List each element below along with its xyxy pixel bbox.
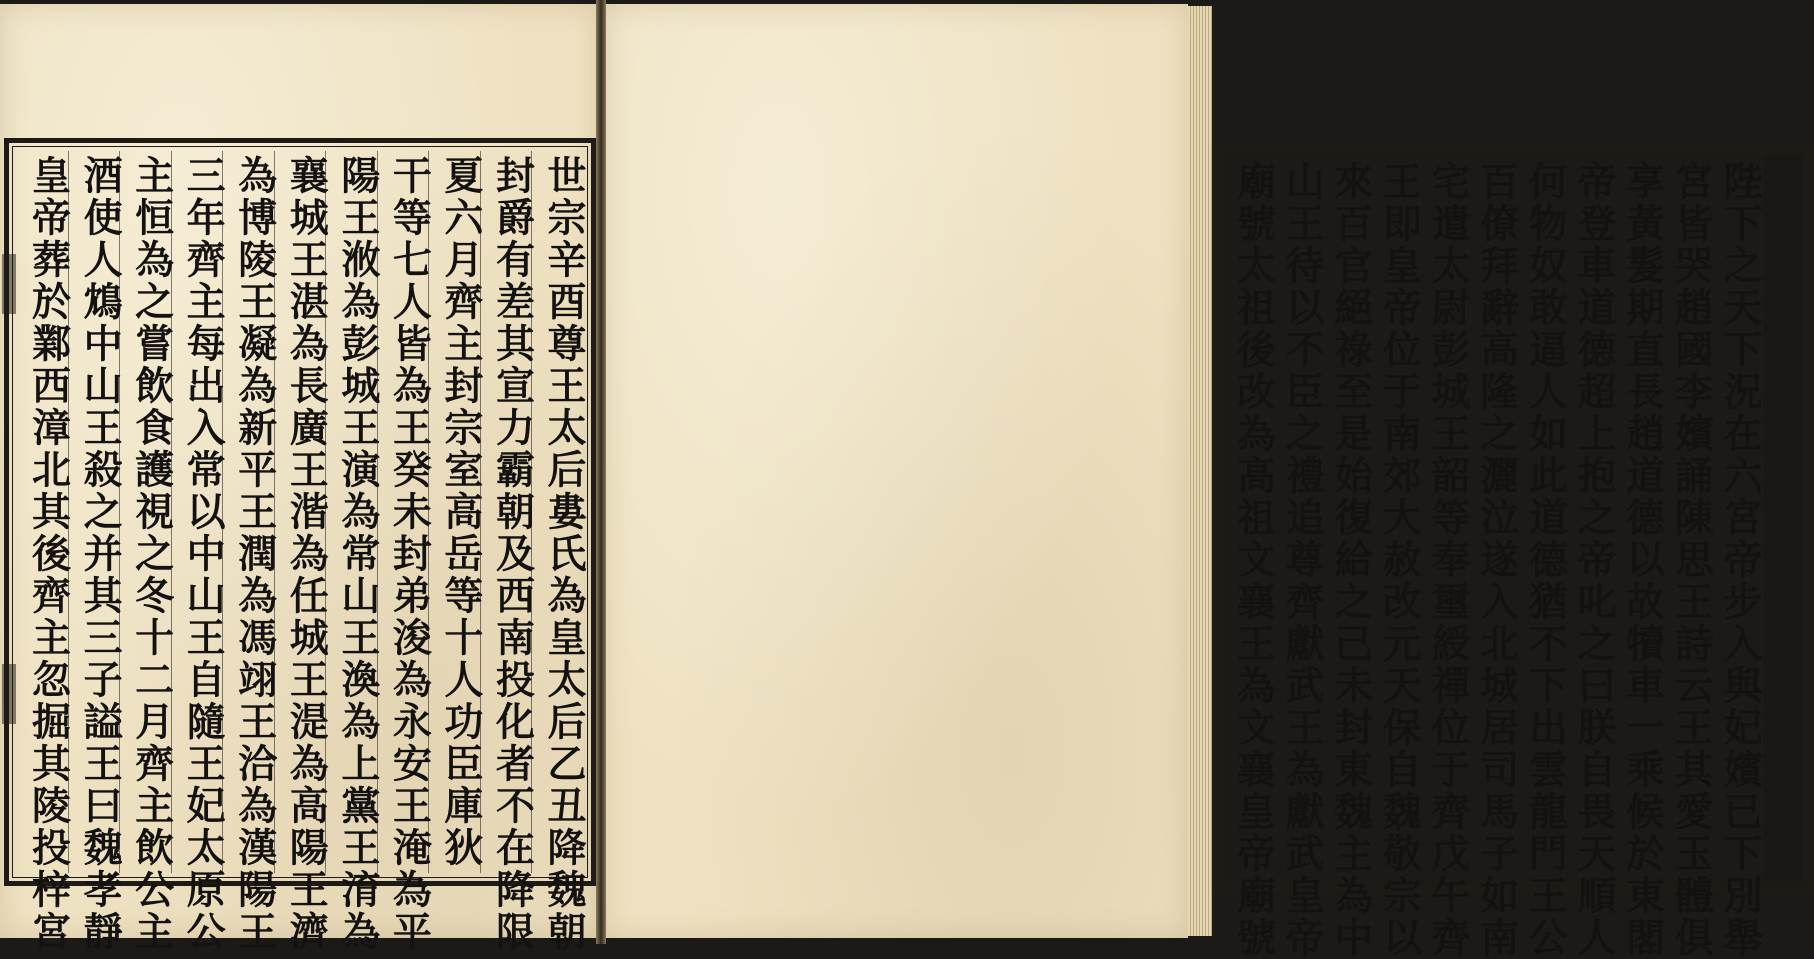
text-column: 皇帝葬於鄴西漳北其後齊主忽掘其陵投梓宮 xyxy=(25,155,72,953)
text-column: 廟號太祖後改為高祖文襄王為文襄皇帝廟號 xyxy=(1230,161,1277,959)
text-column: 封爵有差其宣力霸朝及西南投化者不在降限 xyxy=(480,151,532,873)
text-column: 夏六月齊主封宗室高岳等十人功臣庫狄 xyxy=(428,151,480,873)
text-column: 陛下之天下況在六宮帝步入與妃嬪已下別舉 xyxy=(1710,157,1759,879)
text-column: 酒使人鴆中山王殺之并其三子謚王曰魏孝靜 xyxy=(68,151,120,873)
right-page-margin-column xyxy=(1761,155,1803,881)
text-column: 來百官絕祿至是始復給之己未封東魏主為中 xyxy=(1321,157,1370,879)
text-column: 干等七人皆為王癸未封弟浚為永安王淹為平 xyxy=(377,151,429,873)
text-column: 為博陵王凝為新平王潤為馮翊王洽為漢陽王 xyxy=(222,151,274,873)
right-page-text-frame xyxy=(1212,144,1814,959)
page-edges xyxy=(1188,6,1212,936)
text-column: 山王待以不臣之禮追尊齊獻武王為獻武皇帝 xyxy=(1273,157,1322,879)
right-page xyxy=(604,4,1763,959)
text-column: 王即皇帝位于南郊大赦改元天保自魏敬宗以 xyxy=(1370,157,1419,879)
left-page-text-frame xyxy=(4,138,596,953)
text-column: 主恒為之嘗飲食護視之冬十二月齊主飲公主 xyxy=(119,151,171,873)
text-column: 世宗辛酉尊王太后婁氏為皇太后乙丑降魏朝 xyxy=(531,151,583,873)
left-page-body-text xyxy=(17,151,587,953)
text-column: 享黃髮期直長趙道德以故犢車一乘候於東閣 xyxy=(1613,157,1662,879)
right-page-body-text xyxy=(1225,157,1763,959)
text-column: 何物奴敢逼人如此道德猶不下出雲龍門王公 xyxy=(1516,157,1565,879)
text-column: 宮皆哭趙國李嬪誦陳思王詩云王其愛玉體俱 xyxy=(1662,157,1711,879)
text-column: 百僚拜辭高隆之灑泣遂入北城居司馬子如南 xyxy=(1467,157,1516,879)
text-column: 宅遣太尉彭城王韶等奉璽綬禪位于齊戊午齊 xyxy=(1419,157,1468,879)
text-column: 三年齊主每出入常以中山王自隨王妃太原公 xyxy=(171,151,223,873)
text-column: 陽王浟為彭城王演為常山王渙為上黨王淯為 xyxy=(325,151,377,873)
left-page xyxy=(0,4,598,953)
text-column: 襄城王湛為長廣王湝為任城王湜為高陽王濟 xyxy=(274,151,326,873)
book-gutter xyxy=(596,0,606,944)
text-column: 帝登車道德超上抱之帝叱之曰朕自畏天順人 xyxy=(1564,157,1613,879)
